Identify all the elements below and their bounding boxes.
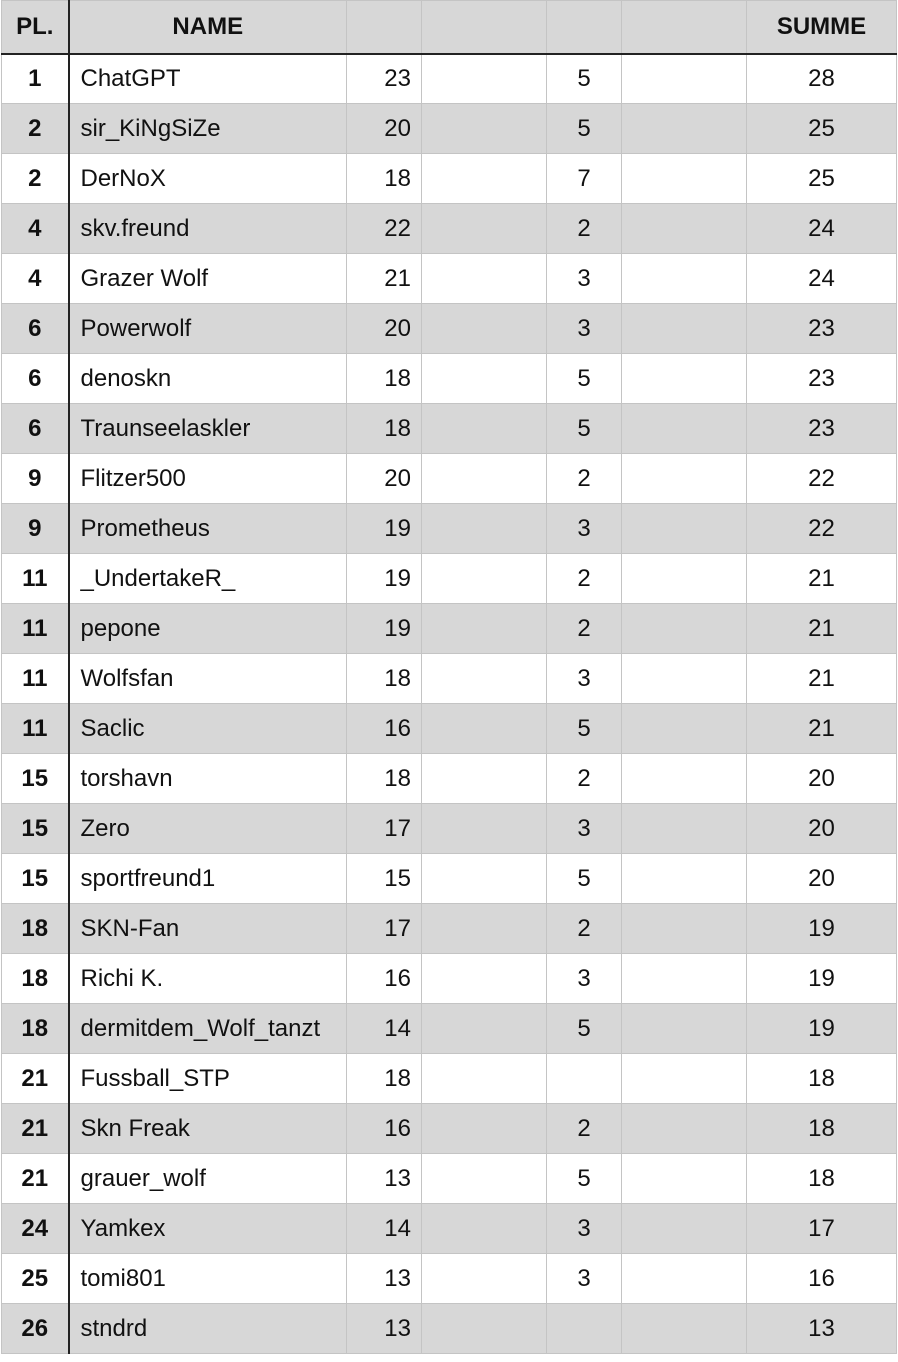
cell-col-d: [622, 1104, 747, 1154]
header-row: [2, 1, 897, 54]
cell-col-b: [422, 804, 547, 854]
cell-sum: 23: [747, 404, 897, 454]
cell-col-b: [422, 704, 547, 754]
cell-col-d: [622, 1004, 747, 1054]
cell-col-b: [422, 204, 547, 254]
table-row: [2, 104, 897, 154]
cell-col-b: [422, 504, 547, 554]
cell-sum: 22: [747, 454, 897, 504]
cell-col-a: 17: [347, 904, 422, 954]
cell-sum: 19: [747, 904, 897, 954]
cell-place: 15: [2, 854, 69, 904]
cell-col-c: 3: [547, 504, 622, 554]
cell-place: 21: [2, 1154, 69, 1204]
cell-col-a: 13: [347, 1254, 422, 1304]
table-row: [2, 54, 897, 104]
cell-col-c: 5: [547, 54, 622, 104]
cell-col-d: [622, 104, 747, 154]
cell-col-d: [622, 554, 747, 604]
cell-place: 11: [2, 554, 69, 604]
cell-col-c: 2: [547, 454, 622, 504]
cell-name: Traunseelaskler: [69, 404, 347, 454]
cell-col-b: [422, 1204, 547, 1254]
cell-col-d: [622, 1204, 747, 1254]
cell-col-b: [422, 604, 547, 654]
cell-place: 1: [2, 54, 69, 104]
cell-col-c: 3: [547, 1204, 622, 1254]
cell-col-a: 19: [347, 604, 422, 654]
cell-col-c: 5: [547, 1154, 622, 1204]
cell-col-a: 16: [347, 954, 422, 1004]
cell-sum: 18: [747, 1154, 897, 1204]
table-body: [2, 54, 897, 1354]
cell-col-d: [622, 1154, 747, 1204]
cell-name: tomi801: [69, 1254, 347, 1304]
cell-col-a: 16: [347, 1104, 422, 1154]
cell-col-d: [622, 904, 747, 954]
cell-col-a: 19: [347, 504, 422, 554]
cell-col-a: 20: [347, 104, 422, 154]
cell-sum: 18: [747, 1104, 897, 1154]
cell-col-c: 3: [547, 304, 622, 354]
cell-place: 9: [2, 504, 69, 554]
cell-name: grauer_wolf: [69, 1154, 347, 1204]
cell-place: 26: [2, 1304, 69, 1354]
cell-col-c: 2: [547, 604, 622, 654]
cell-name: pepone: [69, 604, 347, 654]
cell-col-a: 21: [347, 254, 422, 304]
cell-col-b: [422, 254, 547, 304]
cell-place: 21: [2, 1104, 69, 1154]
cell-col-c: 2: [547, 554, 622, 604]
table-row: [2, 1254, 897, 1304]
cell-sum: 21: [747, 704, 897, 754]
table-row: [2, 604, 897, 654]
table-row: [2, 754, 897, 804]
cell-place: 6: [2, 404, 69, 454]
cell-sum: 19: [747, 1004, 897, 1054]
cell-col-d: [622, 504, 747, 554]
cell-place: 15: [2, 804, 69, 854]
cell-col-c: 5: [547, 354, 622, 404]
cell-col-a: 13: [347, 1304, 422, 1354]
table-row: [2, 454, 897, 504]
cell-col-b: [422, 1104, 547, 1154]
cell-col-d: [622, 54, 747, 104]
cell-place: 15: [2, 754, 69, 804]
cell-col-a: 22: [347, 204, 422, 254]
cell-col-b: [422, 1304, 547, 1354]
cell-col-b: [422, 904, 547, 954]
cell-col-b: [422, 554, 547, 604]
cell-col-a: 14: [347, 1004, 422, 1054]
cell-col-c: 2: [547, 1104, 622, 1154]
cell-col-a: 18: [347, 354, 422, 404]
cell-col-a: 20: [347, 454, 422, 504]
cell-name: _UndertakeR_: [69, 554, 347, 604]
cell-place: 18: [2, 1004, 69, 1054]
cell-name: Saclic: [69, 704, 347, 754]
header-col-c: [547, 1, 622, 54]
cell-place: 24: [2, 1204, 69, 1254]
cell-name: Skn Freak: [69, 1104, 347, 1154]
cell-col-c: 5: [547, 854, 622, 904]
table-row: [2, 804, 897, 854]
cell-col-a: 16: [347, 704, 422, 754]
cell-sum: 24: [747, 254, 897, 304]
cell-sum: 17: [747, 1204, 897, 1254]
cell-col-d: [622, 454, 747, 504]
cell-col-d: [622, 404, 747, 454]
cell-name: Richi K.: [69, 954, 347, 1004]
header-sum: SUMME: [747, 1, 897, 54]
cell-col-a: 18: [347, 154, 422, 204]
cell-col-c: 3: [547, 1254, 622, 1304]
cell-sum: 25: [747, 104, 897, 154]
cell-col-b: [422, 854, 547, 904]
cell-col-c: 7: [547, 154, 622, 204]
cell-col-c: 5: [547, 1004, 622, 1054]
cell-col-b: [422, 154, 547, 204]
cell-name: sportfreund1: [69, 854, 347, 904]
cell-col-d: [622, 1054, 747, 1104]
table-row: [2, 1104, 897, 1154]
cell-col-d: [622, 854, 747, 904]
table-row: [2, 1304, 897, 1354]
cell-col-b: [422, 954, 547, 1004]
cell-place: 6: [2, 304, 69, 354]
cell-col-b: [422, 1154, 547, 1204]
cell-name: SKN-Fan: [69, 904, 347, 954]
cell-col-a: 14: [347, 1204, 422, 1254]
cell-col-d: [622, 254, 747, 304]
cell-sum: 20: [747, 804, 897, 854]
cell-col-d: [622, 154, 747, 204]
cell-col-b: [422, 454, 547, 504]
table-row: [2, 354, 897, 404]
cell-place: 11: [2, 604, 69, 654]
cell-col-a: 19: [347, 554, 422, 604]
cell-col-c: 3: [547, 254, 622, 304]
cell-place: 2: [2, 104, 69, 154]
cell-sum: 23: [747, 304, 897, 354]
cell-col-d: [622, 1304, 747, 1354]
cell-place: 6: [2, 354, 69, 404]
cell-name: ChatGPT: [69, 54, 347, 104]
cell-col-b: [422, 1254, 547, 1304]
cell-name: Wolfsfan: [69, 654, 347, 704]
header-place: PL.: [2, 1, 69, 54]
cell-col-a: 18: [347, 1054, 422, 1104]
cell-sum: 22: [747, 504, 897, 554]
cell-name: torshavn: [69, 754, 347, 804]
cell-sum: 25: [747, 154, 897, 204]
cell-col-c: 2: [547, 754, 622, 804]
cell-col-b: [422, 354, 547, 404]
cell-col-c: 2: [547, 904, 622, 954]
table-row: [2, 1054, 897, 1104]
cell-col-a: 23: [347, 54, 422, 104]
standings-grid: [1, 0, 897, 1354]
cell-col-b: [422, 304, 547, 354]
cell-col-c: [547, 1304, 622, 1354]
cell-name: skv.freund: [69, 204, 347, 254]
table-row: [2, 204, 897, 254]
table-row: [2, 654, 897, 704]
cell-col-d: [622, 954, 747, 1004]
cell-place: 18: [2, 904, 69, 954]
cell-place: 11: [2, 704, 69, 754]
table-row: [2, 854, 897, 904]
cell-name: dermitdem_Wolf_tanzt: [69, 1004, 347, 1054]
cell-col-a: 18: [347, 654, 422, 704]
cell-sum: 23: [747, 354, 897, 404]
cell-col-c: 5: [547, 404, 622, 454]
cell-sum: 13: [747, 1304, 897, 1354]
cell-place: 18: [2, 954, 69, 1004]
cell-col-c: 3: [547, 954, 622, 1004]
cell-col-a: 15: [347, 854, 422, 904]
cell-sum: 21: [747, 554, 897, 604]
cell-place: 25: [2, 1254, 69, 1304]
cell-col-b: [422, 1054, 547, 1104]
cell-col-c: 5: [547, 104, 622, 154]
cell-place: 11: [2, 654, 69, 704]
cell-col-b: [422, 54, 547, 104]
table-header: [2, 1, 897, 54]
table-row: [2, 1004, 897, 1054]
cell-sum: 20: [747, 754, 897, 804]
table-row: [2, 504, 897, 554]
cell-col-c: 5: [547, 704, 622, 754]
cell-col-d: [622, 1254, 747, 1304]
header-col-d: [622, 1, 747, 54]
cell-name: Zero: [69, 804, 347, 854]
cell-col-a: 13: [347, 1154, 422, 1204]
table-row: [2, 404, 897, 454]
table-row: [2, 254, 897, 304]
header-col-b: [422, 1, 547, 54]
cell-sum: 20: [747, 854, 897, 904]
cell-name: Powerwolf: [69, 304, 347, 354]
table-row: [2, 704, 897, 754]
cell-col-b: [422, 1004, 547, 1054]
table-row: [2, 1154, 897, 1204]
table-row: [2, 1204, 897, 1254]
cell-col-d: [622, 204, 747, 254]
cell-col-d: [622, 604, 747, 654]
cell-name: DerNoX: [69, 154, 347, 204]
cell-col-b: [422, 754, 547, 804]
cell-name: Yamkex: [69, 1204, 347, 1254]
cell-col-b: [422, 654, 547, 704]
cell-sum: 18: [747, 1054, 897, 1104]
cell-name: Flitzer500: [69, 454, 347, 504]
header-col-a: [347, 1, 422, 54]
table-row: [2, 154, 897, 204]
cell-name: stndrd: [69, 1304, 347, 1354]
cell-name: sir_KiNgSiZe: [69, 104, 347, 154]
cell-col-d: [622, 354, 747, 404]
cell-place: 9: [2, 454, 69, 504]
cell-sum: 16: [747, 1254, 897, 1304]
cell-place: 4: [2, 204, 69, 254]
cell-sum: 24: [747, 204, 897, 254]
cell-col-d: [622, 304, 747, 354]
cell-place: 4: [2, 254, 69, 304]
cell-col-c: 2: [547, 204, 622, 254]
cell-col-a: 18: [347, 754, 422, 804]
cell-col-c: [547, 1054, 622, 1104]
cell-name: Prometheus: [69, 504, 347, 554]
cell-col-d: [622, 654, 747, 704]
table-row: [2, 954, 897, 1004]
cell-col-b: [422, 404, 547, 454]
cell-col-c: 3: [547, 804, 622, 854]
table-row: [2, 304, 897, 354]
cell-col-a: 17: [347, 804, 422, 854]
header-name: NAME: [69, 1, 347, 54]
cell-name: Grazer Wolf: [69, 254, 347, 304]
cell-sum: 21: [747, 654, 897, 704]
cell-col-b: [422, 104, 547, 154]
cell-col-a: 20: [347, 304, 422, 354]
cell-place: 2: [2, 154, 69, 204]
cell-sum: 28: [747, 54, 897, 104]
cell-name: denoskn: [69, 354, 347, 404]
cell-name: Fussball_STP: [69, 1054, 347, 1104]
table-row: [2, 904, 897, 954]
cell-col-a: 18: [347, 404, 422, 454]
cell-col-c: 3: [547, 654, 622, 704]
table-row: [2, 554, 897, 604]
cell-sum: 19: [747, 954, 897, 1004]
cell-place: 21: [2, 1054, 69, 1104]
cell-col-d: [622, 754, 747, 804]
cell-col-d: [622, 704, 747, 754]
cell-sum: 21: [747, 604, 897, 654]
cell-col-d: [622, 804, 747, 854]
